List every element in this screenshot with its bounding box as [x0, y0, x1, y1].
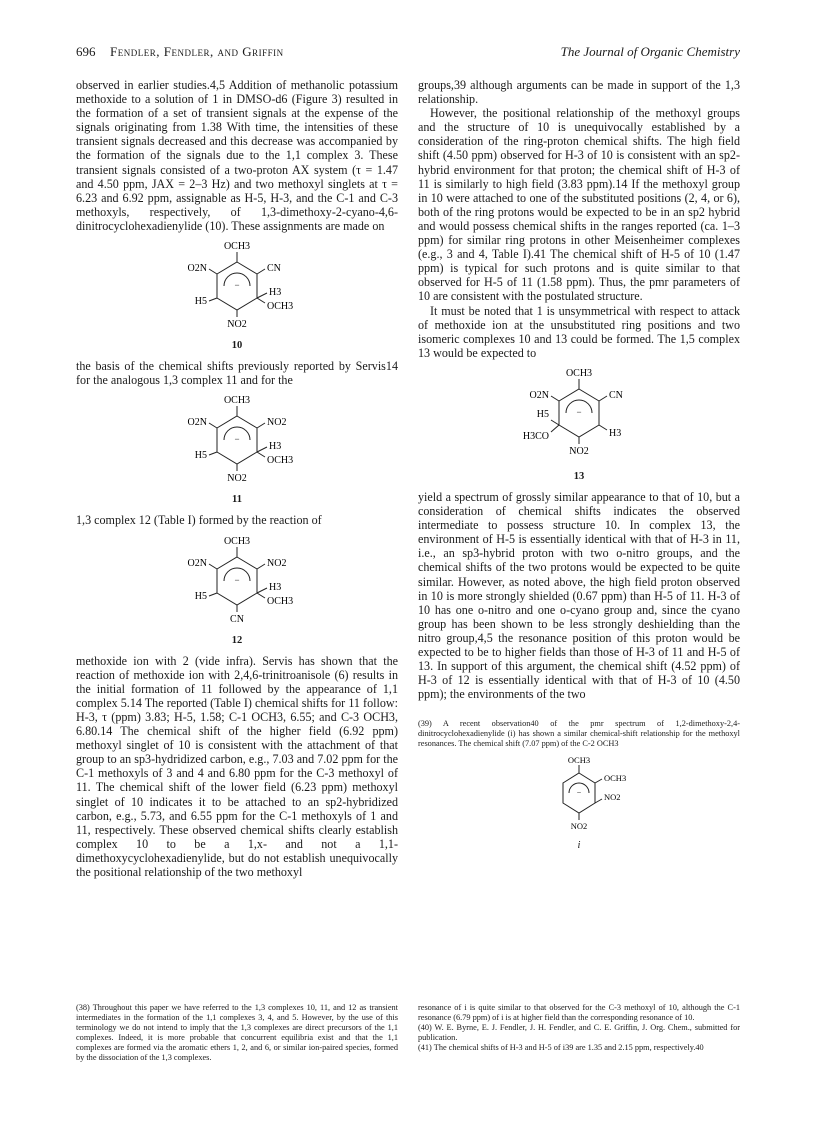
running-header: [76, 44, 740, 64]
footnote-40: (40) W. E. Byrne, E. J. Fendler, J. H. Fendler, and C. E. Griffin, J. Org. Chem., submitted for publication.: [418, 1023, 740, 1042]
substituent-label: H3CO: [522, 430, 549, 442]
structure-i-drawing: [499, 753, 659, 837]
substituent-label: NO2: [604, 792, 621, 803]
body-paragraph: yield a spectrum of grossly similar appearance to that of 10, but a consideration of chemical shifts indicates the observed intermediate to possess structure 10. In complex 13, the environment of H-5 is essentially identical with that of H-3 in 11, i.e., an sp3-hybrid proton with two o-nitro groups, and the chemical shifts of the two protons would be expected to be quite similar. However, as noted above, the high field proton observed in 10 is more strongly shielded (0.67 ppm) than H-5 of 11. H-3 of 10 has one o-nitro and one o-cyano group and, since the cyano group has been shown to be less strongly deshielding than the nitro group,4,5 the resonance position of this proton would be expected to be to higher fields than those of H-3 of 11 and H-5 of 13. In support of this argument, the chemical shift (4.52 ppm) of H-3 of 12 is essentially identical with that of H-3 of 10 (4.50 ppm); the environments of the two: [418, 489, 740, 702]
svg-text:−: −: [576, 788, 582, 798]
svg-text:−: −: [234, 434, 240, 445]
structure-12: [76, 532, 398, 648]
body-paragraph: However, the positional relationship of the methoxyl groups and the structure of 10 is unequivocally established by a consideration of the ring-proton chemical shifts. The high field shift (4.50 ppm) observed for H-3 of 10 is consistent with an sp2-hybrid environment for that proton; the chemical shift of H-3 of 11 is similarly to high field (3.83 ppm).14 If the methoxyl group in 10 were attached to one of the substituted positions (2, 4, or 6), both of the ring protons would be expected to be in an sp2 hybrid and would possess chemical shifts in the ranges reported (ca. 1–3 ppm) for similar ring protons in other Meisenheimer complexes (e.g., 3 and 4, Table I).41 The chemical shift of H-5 of 10 (1.47 ppm) is typical for such protons and is quite similar to that observed for H-5 of 11 (1.58 ppm). Thus, the pmr parameters of 10 are consistent with the postulated structure.: [418, 106, 740, 304]
footnote-39: (39) A recent observation40 of the pmr spectrum of 1,2-dimethoxy-2,4-dinitrocyclohexadienylide (i) has shown a similar chemical-shift relationship for the methoxyl resonances. The chemical shift (7.07 ppm) of the C-2 OCH3: [418, 719, 740, 749]
structure-11-drawing: [137, 391, 337, 491]
compound-number: 13: [573, 470, 585, 482]
footnote-38: (38) Throughout this paper we have referred to the 1,3 complexes 10, 11, and 12 as transient intermediates in the formation of the 1,1 complexes 3, 4, and 5. However, by the use of this terminology we do not intend to imply that the 1,3 complexes are direct precursors of the 1,1 complexes. Indeed, it is more probable that concurrent equilibria exist and that the 1,1 complexes are formed via the aromatic ethers 1, 2, and 6, or similar ion-paired species, formed by the dissociation of the 1,3 complexes.: [76, 1003, 398, 1062]
compound-number: i: [577, 840, 581, 852]
substituent-label: OCH3: [567, 755, 591, 766]
substituent-label: O2N: [187, 263, 207, 275]
substituent-label: O2N: [187, 417, 207, 429]
structure-13: [418, 364, 740, 484]
footnote-41: (41) The chemical shifts of H-3 and H-5 of i39 are 1.35 and 2.15 ppm, respectively.40: [418, 1043, 704, 1052]
svg-text:−: −: [234, 280, 240, 291]
substituent-label: H3: [269, 441, 282, 453]
footnote-39-continued: resonance of i is quite similar to that observed for the C-3 methoxyl of 10, although the C-1 resonance (6.79 ppm) of i is at higher field than the corresponding resonance of 10.: [418, 1003, 740, 1022]
substituent-label: NO2: [267, 557, 287, 569]
structure-i: [418, 753, 740, 853]
substituent-label: H3: [269, 581, 282, 593]
body-paragraph: 1,3 complex 12 (Table I) formed by the reaction of: [76, 513, 322, 528]
structure-12-drawing: [137, 532, 337, 632]
substituent-label: OCH3: [604, 773, 627, 784]
substituent-label: OCH3: [223, 241, 251, 253]
compound-number: 10: [231, 340, 243, 352]
running-authors: Fendler, Fendler, and Griffin: [110, 44, 284, 59]
body-paragraph: groups,39 although arguments can be made in support of the 1,3 relationship.: [418, 78, 740, 107]
substituent-label: NO2: [570, 821, 588, 832]
svg-text:−: −: [576, 406, 582, 417]
compound-number: 12: [231, 634, 243, 646]
substituent-label: H5: [536, 408, 549, 420]
body-paragraph: It must be noted that 1 is unsymmetrical with respect to attack of methoxide ion at the unsubstituted ring positions and two isomeric complexes 10 and 13 could be formed. The 1,5 complex 13 would be expected to: [418, 303, 740, 360]
substituent-label: NO2: [227, 473, 247, 485]
journal-title: The Journal of Organic Chemistry: [560, 44, 740, 59]
compound-number: 11: [232, 494, 242, 506]
page-number: 696: [76, 44, 96, 59]
substituent-label: OCH3: [223, 535, 251, 547]
substituent-label: NO2: [267, 417, 287, 429]
substituent-label: H3: [269, 287, 282, 299]
substituent-label: H3: [609, 427, 622, 439]
substituent-label: O2N: [529, 389, 549, 401]
structure-10: [76, 237, 398, 353]
substituent-label: OCH3: [267, 455, 294, 467]
substituent-label: OCH3: [565, 367, 593, 379]
substituent-label: CN: [230, 613, 244, 625]
substituent-label: H5: [194, 590, 207, 602]
structure-10-drawing: [137, 237, 337, 337]
body-paragraph: the basis of the chemical shifts previously reported by Servis14 for the analogous 1,3 complex 11 and for the: [76, 359, 398, 388]
structure-13-drawing: [479, 364, 679, 468]
structure-11: [76, 391, 398, 507]
substituent-label: CN: [267, 263, 281, 275]
svg-text:−: −: [234, 574, 240, 585]
right-column: [418, 78, 740, 859]
substituent-label: NO2: [569, 445, 589, 457]
body-paragraph: observed in earlier studies.4,5 Addition of methanolic potassium methoxide to a solution of 1 in DMSO-d6 (Figure 3) resulted in the formation of a set of transient signals at the expense of the signals originating from 1.38 With time, the intensities of these transient signals decreased and this decrease was accompanied by the formation of the signals due to the 1,1 complex 3. These transient signals consisted of a two-proton AX system (τ = 1.47 and 4.50 ppm, JAX = 2–3 Hz) and two methoxyl singlets at τ = 6.23 and 6.92 ppm, assignable as H-5, H-3, and the C-1 and C-3 methoxyls, respectively, of 1,3-dimethoxy-2-cyano-4,6-dinitrocyclohexadienylide (10). These assignments are made on: [76, 78, 398, 233]
footnotes-left: [76, 1003, 398, 1063]
footnotes-right: [418, 1003, 740, 1053]
substituent-label: OCH3: [267, 301, 294, 313]
substituent-label: CN: [609, 389, 623, 401]
body-paragraph: methoxide ion with 2 (vide infra). Servis has shown that the reaction of methoxide ion with 2,4,6-trinitroanisole (6) results in the initial formation of 11 followed by the appearance of 1,1 complex 5.14 The reported (Table I) chemical shifts for 11 follow: H-3, τ (ppm) 3.83; H-5, 1.58; C-1 OCH3, 6.55; and C-3 OCH3, 6.80.14 The chemical shift of the higher field (6.92 ppm) methoxyl singlet of 10 is consistent with the attachment of that group to an sp3-hydridized carbon, e.g., 7.03 and 7.02 ppm for the C-1 methoxyls of 3 and 4 and 6.80 ppm for the C-3 methoxyl of 11. The chemical shift of the lower field (6.23 ppm) methoxyl singlet of 10 indicates it to be attached to an sp2-hybridized carbon, e.g., 5.73, and 6.55 ppm for the C-1 methoxyls of 1 and 11, respectively. These observed chemical shifts clearly establish complex 10 to be a 1,x- and not a 1,1-dimethoxycyclohexadienylide, but do not establish unequivocally the positional relationship of the two methoxyl: [76, 653, 398, 879]
substituent-label: OCH3: [267, 595, 294, 607]
left-column: [76, 78, 398, 879]
substituent-label: NO2: [227, 319, 247, 331]
substituent-label: H5: [194, 450, 207, 462]
substituent-label: O2N: [187, 557, 207, 569]
substituent-label: H5: [194, 296, 207, 308]
substituent-label: OCH3: [223, 395, 251, 407]
